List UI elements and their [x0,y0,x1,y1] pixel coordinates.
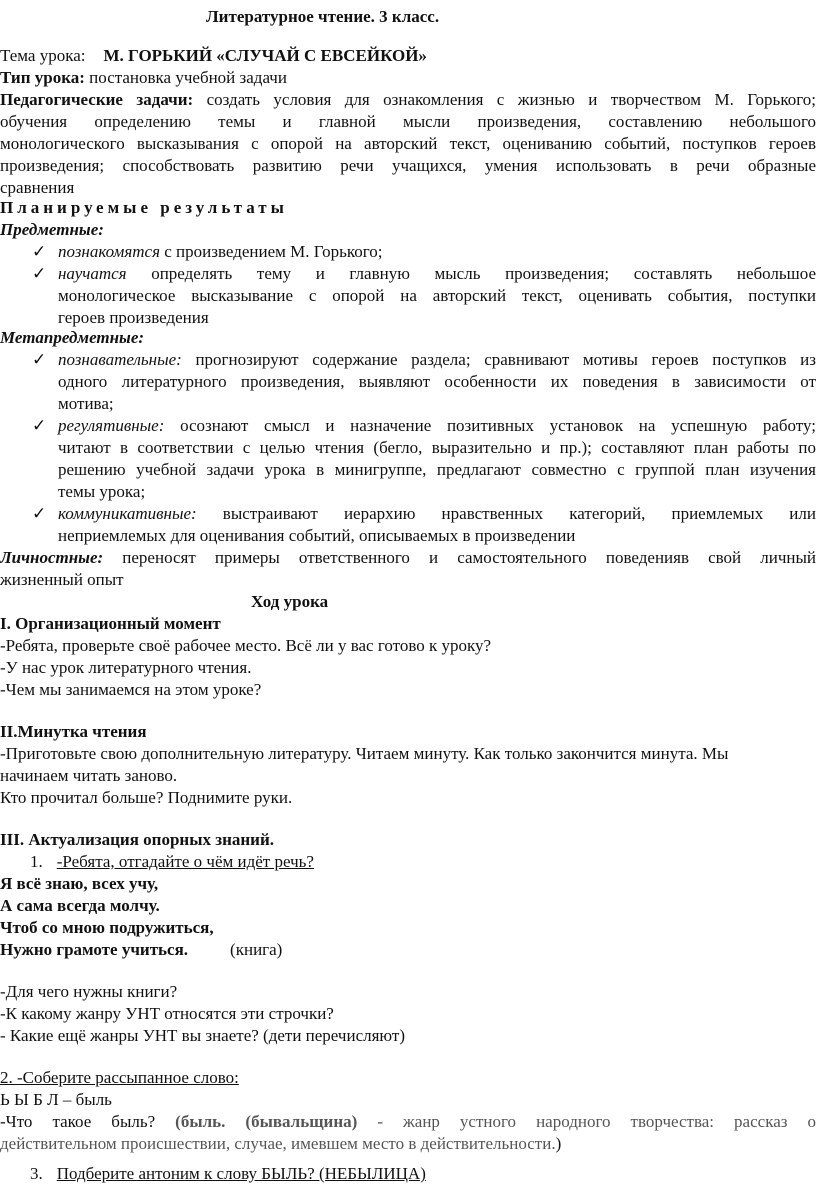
goals-line-4: произведения; способствовать развитию речи учащихся, умения использовать в речи образные [0,156,816,175]
goals-line-5: сравнения [0,178,75,197]
goals-line-3: монологического высказывания с опорой на авторский текст, оцениванию событий, поступков героев [0,134,816,153]
section-2-line-3: Кто прочитал больше? Поднимите руки. [0,788,293,807]
lesson-type: Тип урока: постановка учебной задачи [0,68,287,87]
section-1-line-3: -Чем мы занимаемся на этом уроке? [0,680,262,699]
goals-line-2: обучения определению темы и главной мысли произведения, составлению небольшого [0,112,816,131]
meta-heading: Метапредметные: [0,328,145,347]
section-3-heading: III. Актуализация опорных знаний. [0,830,275,849]
definition-line-1: -Что такое быль? (быль. (бывальщина) - жанр устного народного творчества: рассказ о [0,1112,816,1131]
personal-line-1: Личностные: переносят примеры ответственного и самостоятельного поведенияв свой личный [0,548,816,567]
meta-item-2: ✓ регулятивные: осознают смысл и назначение позитивных установок на успешную работу; [32,416,816,435]
section-1-line-1: -Ребята, проверьте своё рабочее место. Всё ли у вас готово к уроку? [0,636,492,655]
subject-item-2-line-3: героев произведения [58,308,209,327]
check-icon: ✓ [32,350,47,369]
scrambled-word: Ь Ы Б Л – быль [0,1090,112,1109]
check-icon: ✓ [32,264,47,283]
task-2: 2. -Соберите рассыпанное слово: [0,1068,239,1087]
meta-item-3-line-2: неприемлемых для оценивания событий, описываемых в произведении [58,526,576,545]
meta-item-2-line-2: читают в соответствии с целью чтения (бегло, выразительно и пр.); составляют план работы по [58,438,816,457]
meta-item-1-line-3: мотива; [58,394,114,413]
course-heading: Ход урока [251,592,329,611]
lesson-topic: Тема урока: М. ГОРЬКИЙ «СЛУЧАЙ С ЕВСЕЙКОЙ» [0,46,427,65]
check-icon: ✓ [32,504,47,523]
definition-line-2: действительном происшествии, случае, имевшем место в действительности.) [0,1134,562,1153]
goals-line-1: Педагогические задачи: создать условия для ознакомления с жизнью и творчеством М. Горького; [0,90,816,109]
riddle-line-1: Я всё знаю, всех учу, [0,874,159,893]
task-1: 1. -Ребята, отгадайте о чём идёт речь? [30,852,314,871]
section-2-heading: II.Минутка чтения [0,722,147,741]
riddle-line-3: Чтоб со мною подружиться, [0,918,214,937]
riddle-answer: (книга) [230,940,283,959]
planned-results-heading: Планируемые результаты [0,198,288,217]
riddle-line-4: Нужно грамоте учиться. (книга) [0,940,283,959]
check-icon: ✓ [32,416,47,435]
question-2: -Для чего нужны книги? [0,982,178,1001]
subject-heading: Предметные: [0,220,104,239]
section-2-line-2: начинаем читать заново. [0,766,178,785]
meta-item-2-line-3: решению учебной задачи урока в минигруппе, предлагают совместно с группой план изучения [58,460,816,479]
check-icon: ✓ [32,242,47,261]
subject-item-2: ✓ научатся определять тему и главную мысль произведения; составлять небольшое [32,264,816,283]
section-1-heading: I. Организационный момент [0,614,221,633]
meta-item-3: ✓ коммуникативные: выстраивают иерархию нравственных категорий, приемлемых или [32,504,816,523]
document-title: Литературное чтение. 3 класс. [206,7,440,26]
personal-line-2: жизненный опыт [0,570,124,589]
question-4: - Какие ещё жанры УНТ вы знаете? (дети перечисляют) [0,1026,405,1045]
question-3: -К какому жанру УНТ относятся эти строчки? [0,1004,334,1023]
meta-item-1: ✓ познавательные: прогнозируют содержание раздела; сравнивают мотивы героев поступков из [32,350,816,369]
meta-item-2-line-4: темы урока; [58,482,146,501]
section-2-line-1: -Приготовьте свою дополнительную литературу. Читаем минуту. Как только закончится минута. Мы [0,744,729,763]
section-1-line-2: -У нас урок литературного чтения. [0,658,252,677]
riddle-line-2: А сама всегда молчу. [0,896,160,915]
subject-item-1: ✓ познакомятся с произведением М. Горького; [32,242,383,261]
task-3: 3. Подберите антоним к слову БЫЛЬ? (НЕБЫЛИЦА) [30,1164,426,1183]
meta-item-1-line-2: одного литературного произведения, выявляют особенности их поведения в зависимости от [58,372,816,391]
subject-item-2-line-2: монологическое высказывание с опорой на авторский текст, оценивать события, поступки [58,286,816,305]
